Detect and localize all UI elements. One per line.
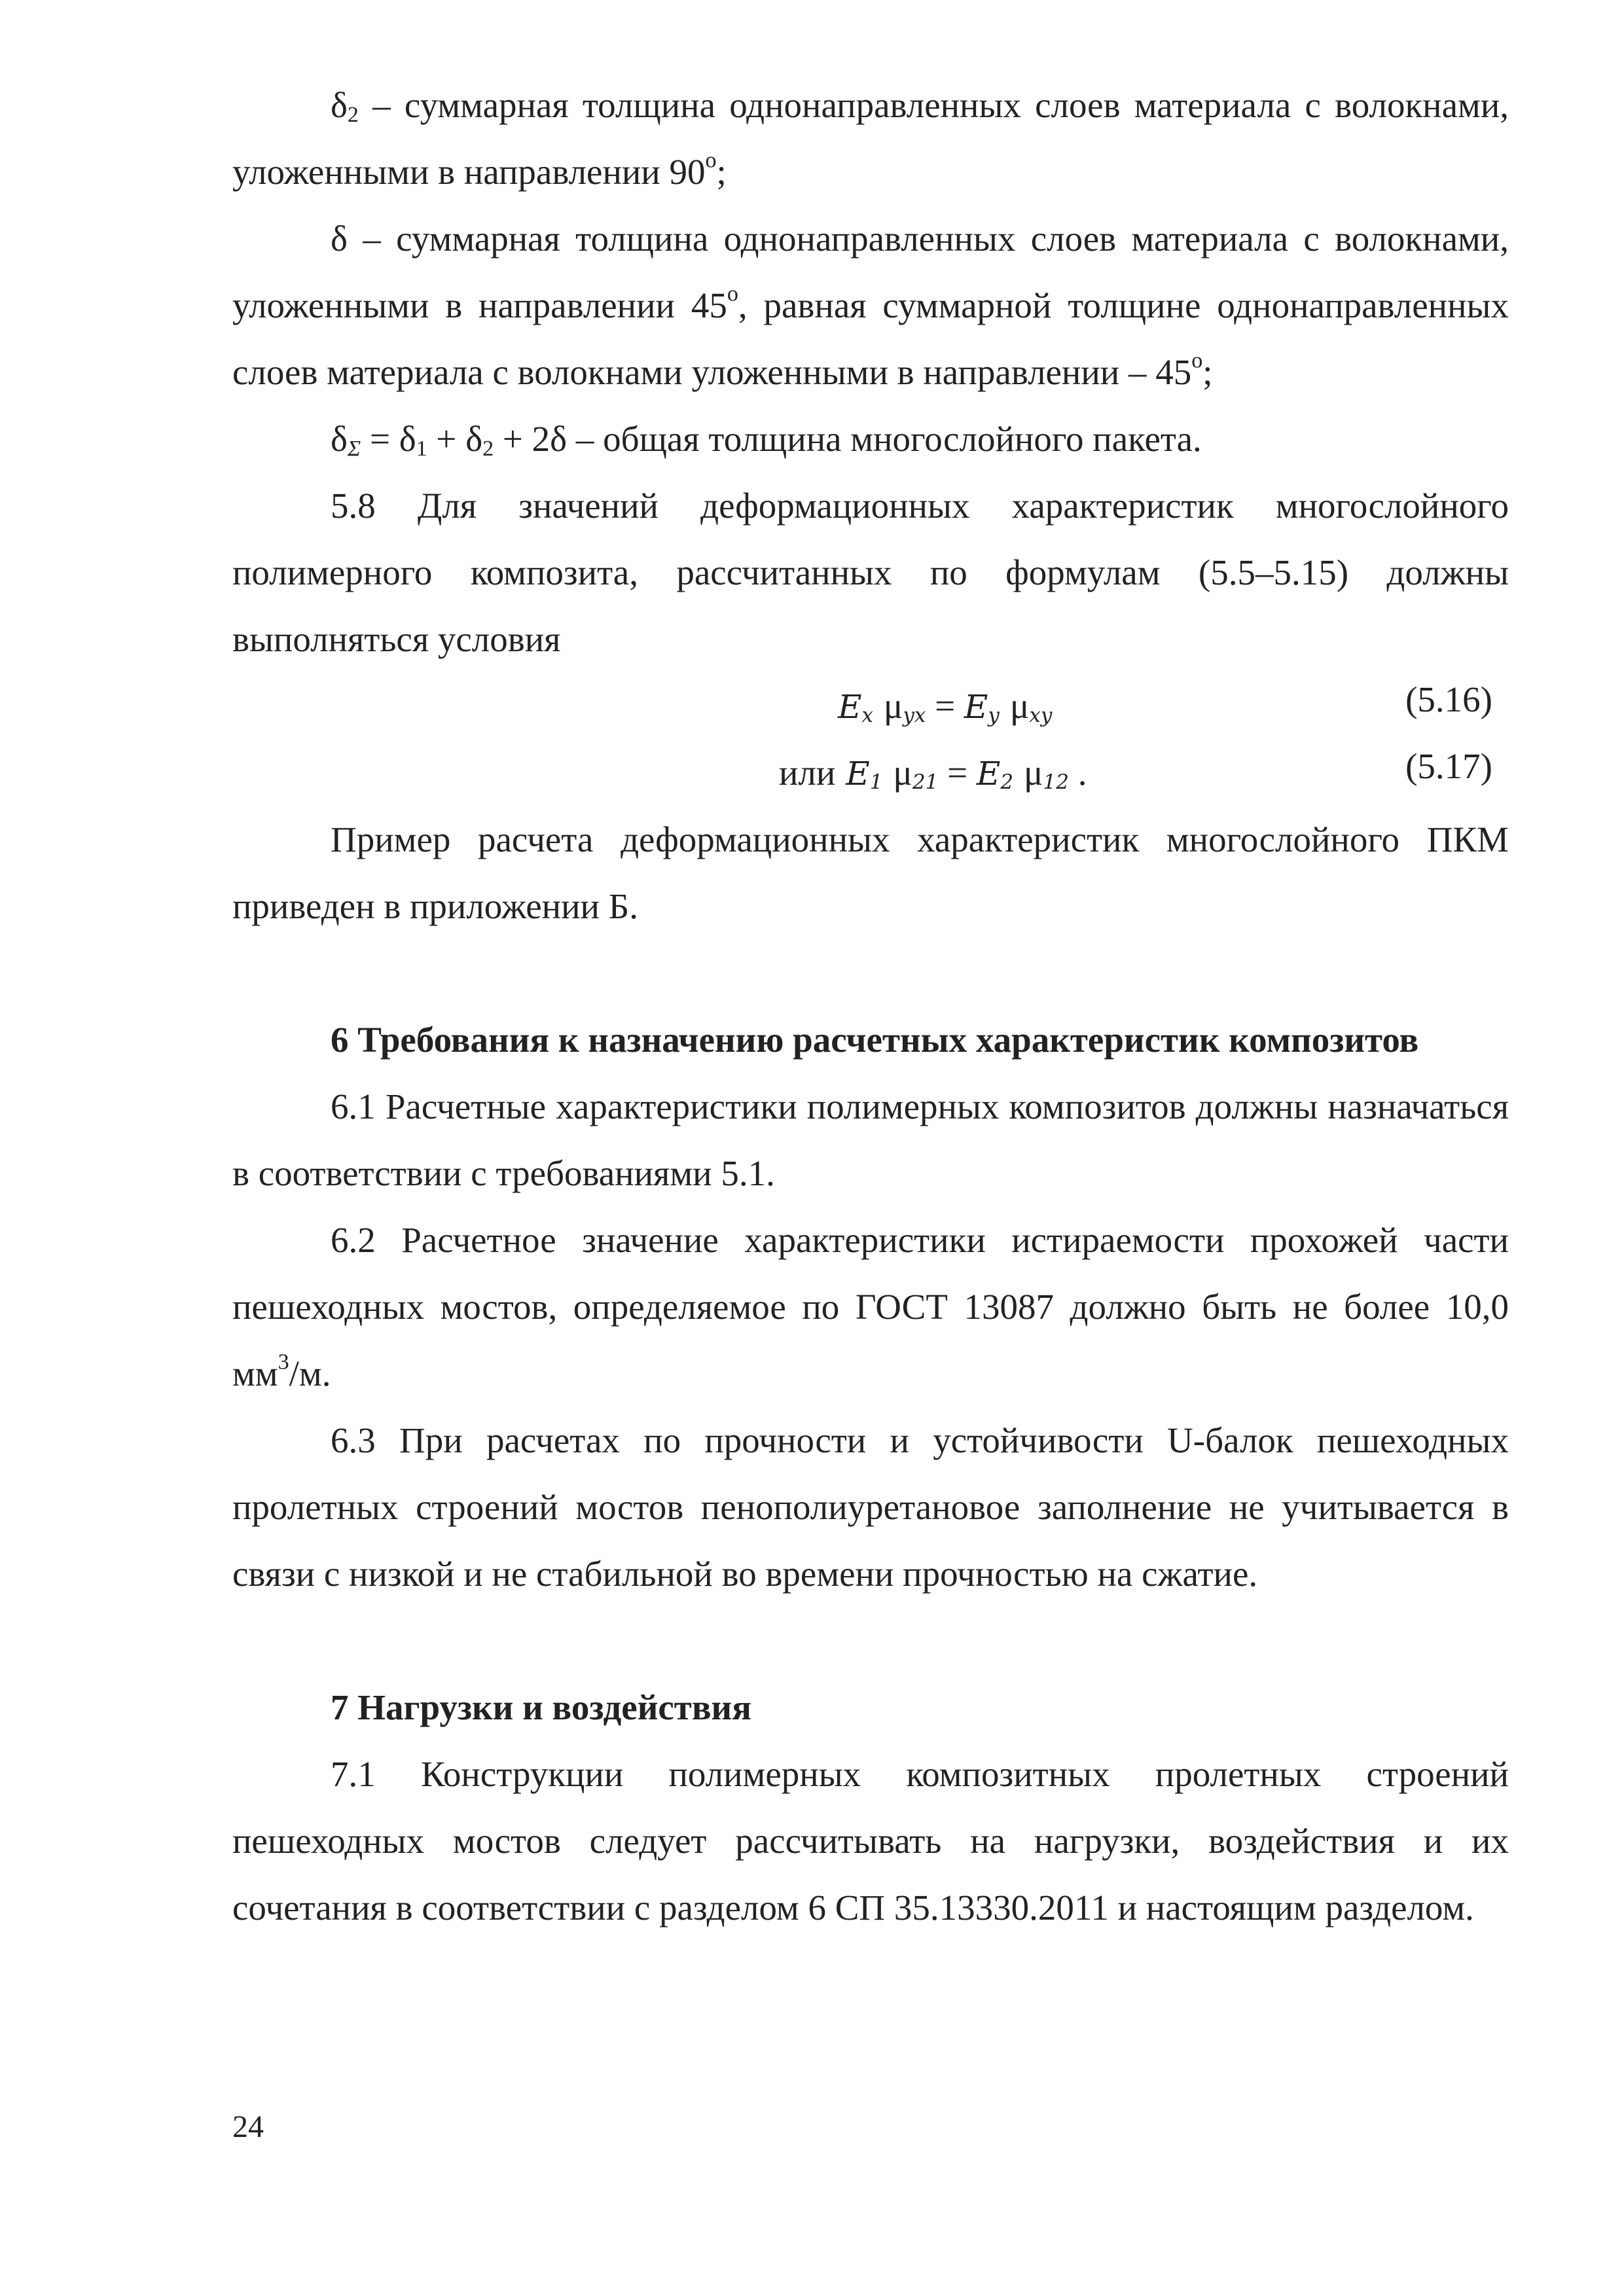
paragraph-5-8: 5.8 Для значений деформационных характеристик многослойного полимерного композита, рассчитанных по формулам (5.5–5.15) должны выполняться условия: [232, 486, 1509, 659]
delta-definition: δ – суммарная толщина однонаправленных слоев материала с волокнами, уложенными в направлении 45$^o$, равная суммарной толщине однонаправленных слоев материала с волокнами уложенными в направлении – 45$^o$;: [232, 219, 1509, 392]
equation-formula: или $E_1$ $\mu_{21} = E_2$ $\mu_{12}$ .: [779, 753, 1087, 795]
equation-5-17: [232, 740, 1509, 806]
equation-5-16: [232, 673, 1509, 740]
equation-number: (5.16): [1405, 679, 1492, 719]
paragraph-6-2: 6.2 Расчетное значение характеристики истираемости прохожей части пешеходных мостов, определяемое по ГОСТ 13087 должно быть не более 10,0 $мм^3/м$.: [232, 1220, 1509, 1393]
example-reference: Пример расчета деформационных характеристик многослойного ПКМ приведен в приложении Б.: [232, 819, 1509, 926]
delta2-definition: $\delta_2$ – суммарная толщина однонаправленных слоев материала с волокнами, уложенными в направлении 90$^o$;: [232, 85, 1509, 192]
section-7-heading: 7 Нагрузки и воздействия: [331, 1687, 751, 1727]
equation-number: (5.17): [1405, 746, 1492, 786]
document-page: [232, 72, 1509, 1941]
equation-formula: $E_x$ $\mu_{yx} = E_y$ $\mu_{xy}$: [838, 686, 1053, 728]
total-thickness-definition: $\delta_\Sigma = \delta_1 + \delta_2 + 2\delta$ – общая толщина многослойного пакета.: [331, 419, 1202, 461]
paragraph-6-3: 6.3 При расчетах по прочности и устойчивости U-балок пешеходных пролетных строений мостов пенополиуретановое заполнение не учитывается в связи с низкой и не стабильной во времени прочностью на сжатие.: [232, 1420, 1509, 1594]
paragraph-6-1: 6.1 Расчетные характеристики полимерных композитов должны назначаться в соответствии с требованиями 5.1.: [232, 1086, 1509, 1193]
section-6-heading: 6 Требования к назначению расчетных характеристик композитов: [331, 1020, 1419, 1060]
paragraph-7-1: 7.1 Конструкции полимерных композитных пролетных строений пешеходных мостов следует рассчитывать на нагрузки, воздействия и их сочетания в соответствии с разделом 6 СП 35.13330.2011 и настоящим разделом.: [232, 1754, 1509, 1928]
page-number: 24: [232, 2109, 264, 2144]
